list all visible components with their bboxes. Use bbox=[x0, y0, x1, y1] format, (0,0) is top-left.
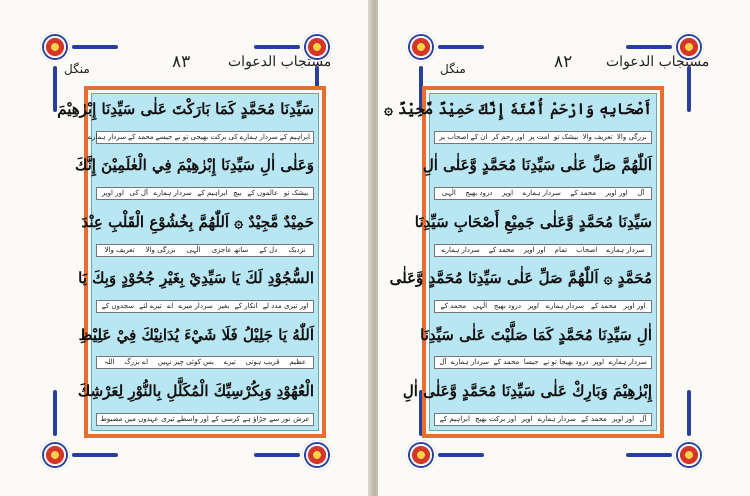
page-title: مستجاب الدعوات bbox=[228, 54, 332, 70]
word-translation: اور برکت بھیج bbox=[475, 414, 517, 423]
word-translation: سردار ہمارے bbox=[606, 245, 645, 254]
arabic-line: سَيِّدِنَا مُحَمَّدٍ كَمَا بَارَكْتَ عَلٰى سَيِّدِنَا إِبْرٰهِيْمَ bbox=[57, 100, 314, 118]
word-translation: درود بھیجا تو نے bbox=[543, 358, 589, 367]
word-translation: امت پر bbox=[528, 132, 550, 141]
word-translation: اور واسطے تیری bbox=[161, 414, 209, 423]
page-number: ٨٢ bbox=[554, 52, 573, 72]
word-translation: محمد کے bbox=[581, 414, 607, 423]
word-translation: بزرگی والا bbox=[616, 132, 647, 141]
word-translation: سردار ہمارے bbox=[239, 132, 278, 141]
arabic-line: حَمِيْدٌ مَّجِيْدٌ ۞ اَللّٰهُمَّ بِخُشُوْعِ الْقَلْبِ عِنْدَ bbox=[81, 212, 314, 231]
translation-line bbox=[434, 187, 652, 200]
word-translation: بیشک تو bbox=[283, 189, 309, 198]
word-translation: اور اوپر bbox=[101, 189, 124, 198]
word-translation: سردار ہمارے bbox=[441, 245, 480, 254]
flower-ornament-icon bbox=[40, 440, 70, 470]
flower-ornament-icon bbox=[674, 440, 704, 470]
word-translation: اور اوپر bbox=[605, 189, 628, 198]
word-translation: الٰہی bbox=[441, 189, 456, 198]
vine-ornament-icon bbox=[626, 45, 672, 49]
vine-ornament-icon bbox=[72, 45, 118, 49]
arabic-line: إِبْرٰهِيْمَ وَبَارِكْ عَلٰى سَيِّدِنَا مُحَمَّدٍ وَّعَلٰى اٰلِ bbox=[402, 382, 652, 401]
word-translation: سردار ہمارے bbox=[522, 189, 561, 198]
word-translation: سردار ہمارے bbox=[153, 189, 192, 198]
word-translation: عالموں کے bbox=[247, 189, 279, 198]
word-translation: سردار ہمارے bbox=[608, 358, 647, 367]
word-translation: اے bbox=[167, 302, 174, 311]
word-translation: سردار ہمارے bbox=[450, 358, 490, 367]
word-translation: اوپر bbox=[501, 189, 514, 198]
word-translation: جیسا bbox=[523, 358, 539, 367]
text-frame bbox=[57, 86, 326, 438]
translation-line bbox=[96, 300, 314, 313]
translation-line bbox=[434, 131, 652, 144]
arabic-line: اَللّٰهُ يَا جَلِيْلُ فَلَا شَيْءَ يُدَانِيْكَ فِيْ عَلِيْظِ bbox=[78, 325, 314, 344]
page-number: ٨٣ bbox=[172, 52, 191, 72]
vine-ornament-icon bbox=[254, 45, 300, 49]
arabic-line: السُّجُوْدِ لَكَ يَا سَيِّدِيْ بِغَيْرِ جُحُوْدٍ وَبِكَ يَا bbox=[78, 269, 314, 288]
word-translation: عرش bbox=[293, 414, 310, 423]
word-translation: آل bbox=[639, 414, 647, 423]
text-frame bbox=[384, 86, 664, 438]
word-translation: تیرے لئے bbox=[139, 302, 162, 311]
translation-line bbox=[96, 187, 314, 200]
word-translation: قریب ہوتی bbox=[245, 358, 280, 367]
word-translation: آل bbox=[637, 189, 645, 198]
vine-ornament-icon bbox=[254, 453, 300, 457]
word-translation: الٰہی bbox=[186, 245, 201, 254]
word-translation: بس کوئی چیز نہیں bbox=[157, 358, 214, 367]
word-translation: درود بھیج bbox=[465, 189, 493, 198]
word-translation: نزدیک bbox=[288, 245, 306, 254]
word-translation: ابراہیم کے bbox=[439, 414, 470, 423]
translation-line bbox=[434, 413, 652, 426]
page-header bbox=[0, 52, 372, 78]
word-translation: محمد کے bbox=[590, 302, 617, 311]
prayer-text bbox=[57, 93, 319, 431]
word-translation: اللہ bbox=[103, 358, 115, 367]
day-label: منگل bbox=[64, 62, 90, 76]
word-translation: دل کے bbox=[259, 245, 278, 254]
word-translation: تعریف والا bbox=[582, 132, 613, 141]
vine-ornament-icon bbox=[53, 390, 57, 436]
word-translation: محمد کے bbox=[440, 302, 467, 311]
word-translation: اور تیری مدد لے bbox=[262, 302, 309, 311]
vine-ornament-icon bbox=[72, 453, 118, 457]
word-translation: آل کی bbox=[129, 189, 148, 198]
word-translation: محمد کے bbox=[570, 189, 597, 198]
word-translation: سردار ہمارے bbox=[545, 302, 585, 311]
word-translation: بیچ bbox=[233, 189, 242, 198]
word-translation: اور اوپر bbox=[612, 414, 635, 423]
vine-ornament-icon bbox=[438, 45, 484, 49]
day-label: منگل bbox=[440, 62, 466, 76]
word-translation: تیرے bbox=[223, 358, 236, 367]
arabic-line: اٰلِ سَيِّدِنَا مُحَمَّدٍ كَمَا صَلَّيْتَ عَلٰى سَيِّدِنَا bbox=[420, 325, 652, 344]
word-translation: محمد کے bbox=[488, 245, 515, 254]
arabic-line: الْعُهُوْدِ وَبِكُرْسِيِّكَ الْمُكَلَّلِ بِالنُّوْرِ لِعَرْشِكَ bbox=[77, 382, 314, 401]
arabic-line: وَعَلٰى اٰلِ سَيِّدِنَا إِبْرٰهِيْمَ فِي الْعٰلَمِيْنَ إِنَّكَ bbox=[74, 156, 314, 175]
translation-line bbox=[96, 244, 314, 257]
vine-ornament-icon bbox=[687, 390, 691, 436]
word-translation: بزرگی والا bbox=[145, 245, 176, 254]
word-translation: الٰہی bbox=[473, 302, 488, 311]
vine-ornament-icon bbox=[438, 453, 484, 457]
word-translation: اوپر bbox=[527, 302, 539, 311]
word-translation: محمد کے bbox=[493, 358, 520, 367]
left-page bbox=[0, 0, 372, 496]
word-translation: کرسی کے bbox=[211, 414, 241, 423]
prayer-text bbox=[384, 93, 657, 431]
word-translation: تمام bbox=[554, 245, 568, 254]
word-translation: محمد کے bbox=[128, 132, 154, 141]
word-translation: عظیم bbox=[289, 358, 307, 367]
word-translation: برکت بھیجی تو نے bbox=[174, 132, 227, 141]
word-translation: اصحاب bbox=[576, 245, 598, 254]
page-title: مستجاب الدعوات bbox=[606, 54, 710, 70]
word-translation: سردار میرے bbox=[178, 302, 213, 311]
word-translation: آل bbox=[439, 358, 447, 367]
arabic-line: مُحَمَّدٍ ۞ اَللّٰهُمَّ صَلِّ عَلٰى سَيِّدِنَا مُحَمَّدٍ وَّعَلٰى bbox=[389, 269, 652, 288]
word-translation: ساتھ عاجزی bbox=[211, 245, 249, 254]
arabic-line: اَللّٰهُمَّ صَلِّ عَلٰى سَيِّدِنَا مُحَمَّدٍ وَّعَلٰى اٰلِ bbox=[422, 156, 652, 175]
flower-ornament-icon bbox=[406, 440, 436, 470]
arabic-line: أَصْحَابِهٖ وَارْحَمْ أُمَّتَهٗ إِنَّكَ حَمِيْدٌ مَّجِيْدٌ ۞ bbox=[384, 100, 652, 118]
word-translation: نور سے bbox=[269, 414, 291, 423]
word-translation: ان کے اصحاب پر bbox=[439, 132, 488, 141]
translation-line bbox=[434, 300, 652, 313]
translation-line bbox=[434, 356, 652, 369]
flower-ornament-icon bbox=[302, 440, 332, 470]
word-translation: اور اوپر bbox=[623, 302, 646, 311]
word-translation: عہدوں میں مضبوط bbox=[100, 414, 159, 423]
word-translation: انکار کے bbox=[234, 302, 258, 311]
word-translation: تعریف والا bbox=[104, 245, 135, 254]
word-translation: کی bbox=[228, 132, 238, 141]
vine-ornament-icon bbox=[626, 453, 672, 457]
word-translation: اور رحم کر bbox=[491, 132, 525, 141]
arabic-line: سَيِّدِنَا مُحَمَّدٍ وَّعَلٰى جَمِيْعِ أَصْحَابِ سَيِّدِنَا bbox=[414, 212, 652, 231]
word-translation: سردار ہمارے bbox=[87, 132, 127, 141]
word-translation: اوپر bbox=[592, 358, 605, 367]
translation-line bbox=[87, 131, 314, 144]
word-translation: ابراہیم کے bbox=[279, 132, 310, 141]
word-translation: سردار ہمارے bbox=[537, 414, 576, 423]
word-translation: درود بھیج bbox=[493, 302, 521, 311]
word-translation: اے بزرگ bbox=[124, 358, 149, 367]
translation-line bbox=[96, 413, 314, 426]
word-translation: سجدوں کے bbox=[101, 302, 134, 311]
word-translation: اوپر bbox=[521, 414, 533, 423]
translation-line bbox=[96, 356, 314, 369]
word-translation: اور اوپر bbox=[523, 245, 546, 254]
right-page bbox=[378, 0, 750, 496]
word-translation: ابراہیم کے bbox=[197, 189, 228, 198]
word-translation: جڑاؤ ہے bbox=[242, 414, 267, 423]
page-header bbox=[378, 52, 750, 78]
word-translation: بیشک تو bbox=[553, 132, 579, 141]
word-translation: جیسے bbox=[155, 132, 173, 141]
word-translation: بغیر bbox=[217, 302, 230, 311]
translation-line bbox=[434, 244, 652, 257]
